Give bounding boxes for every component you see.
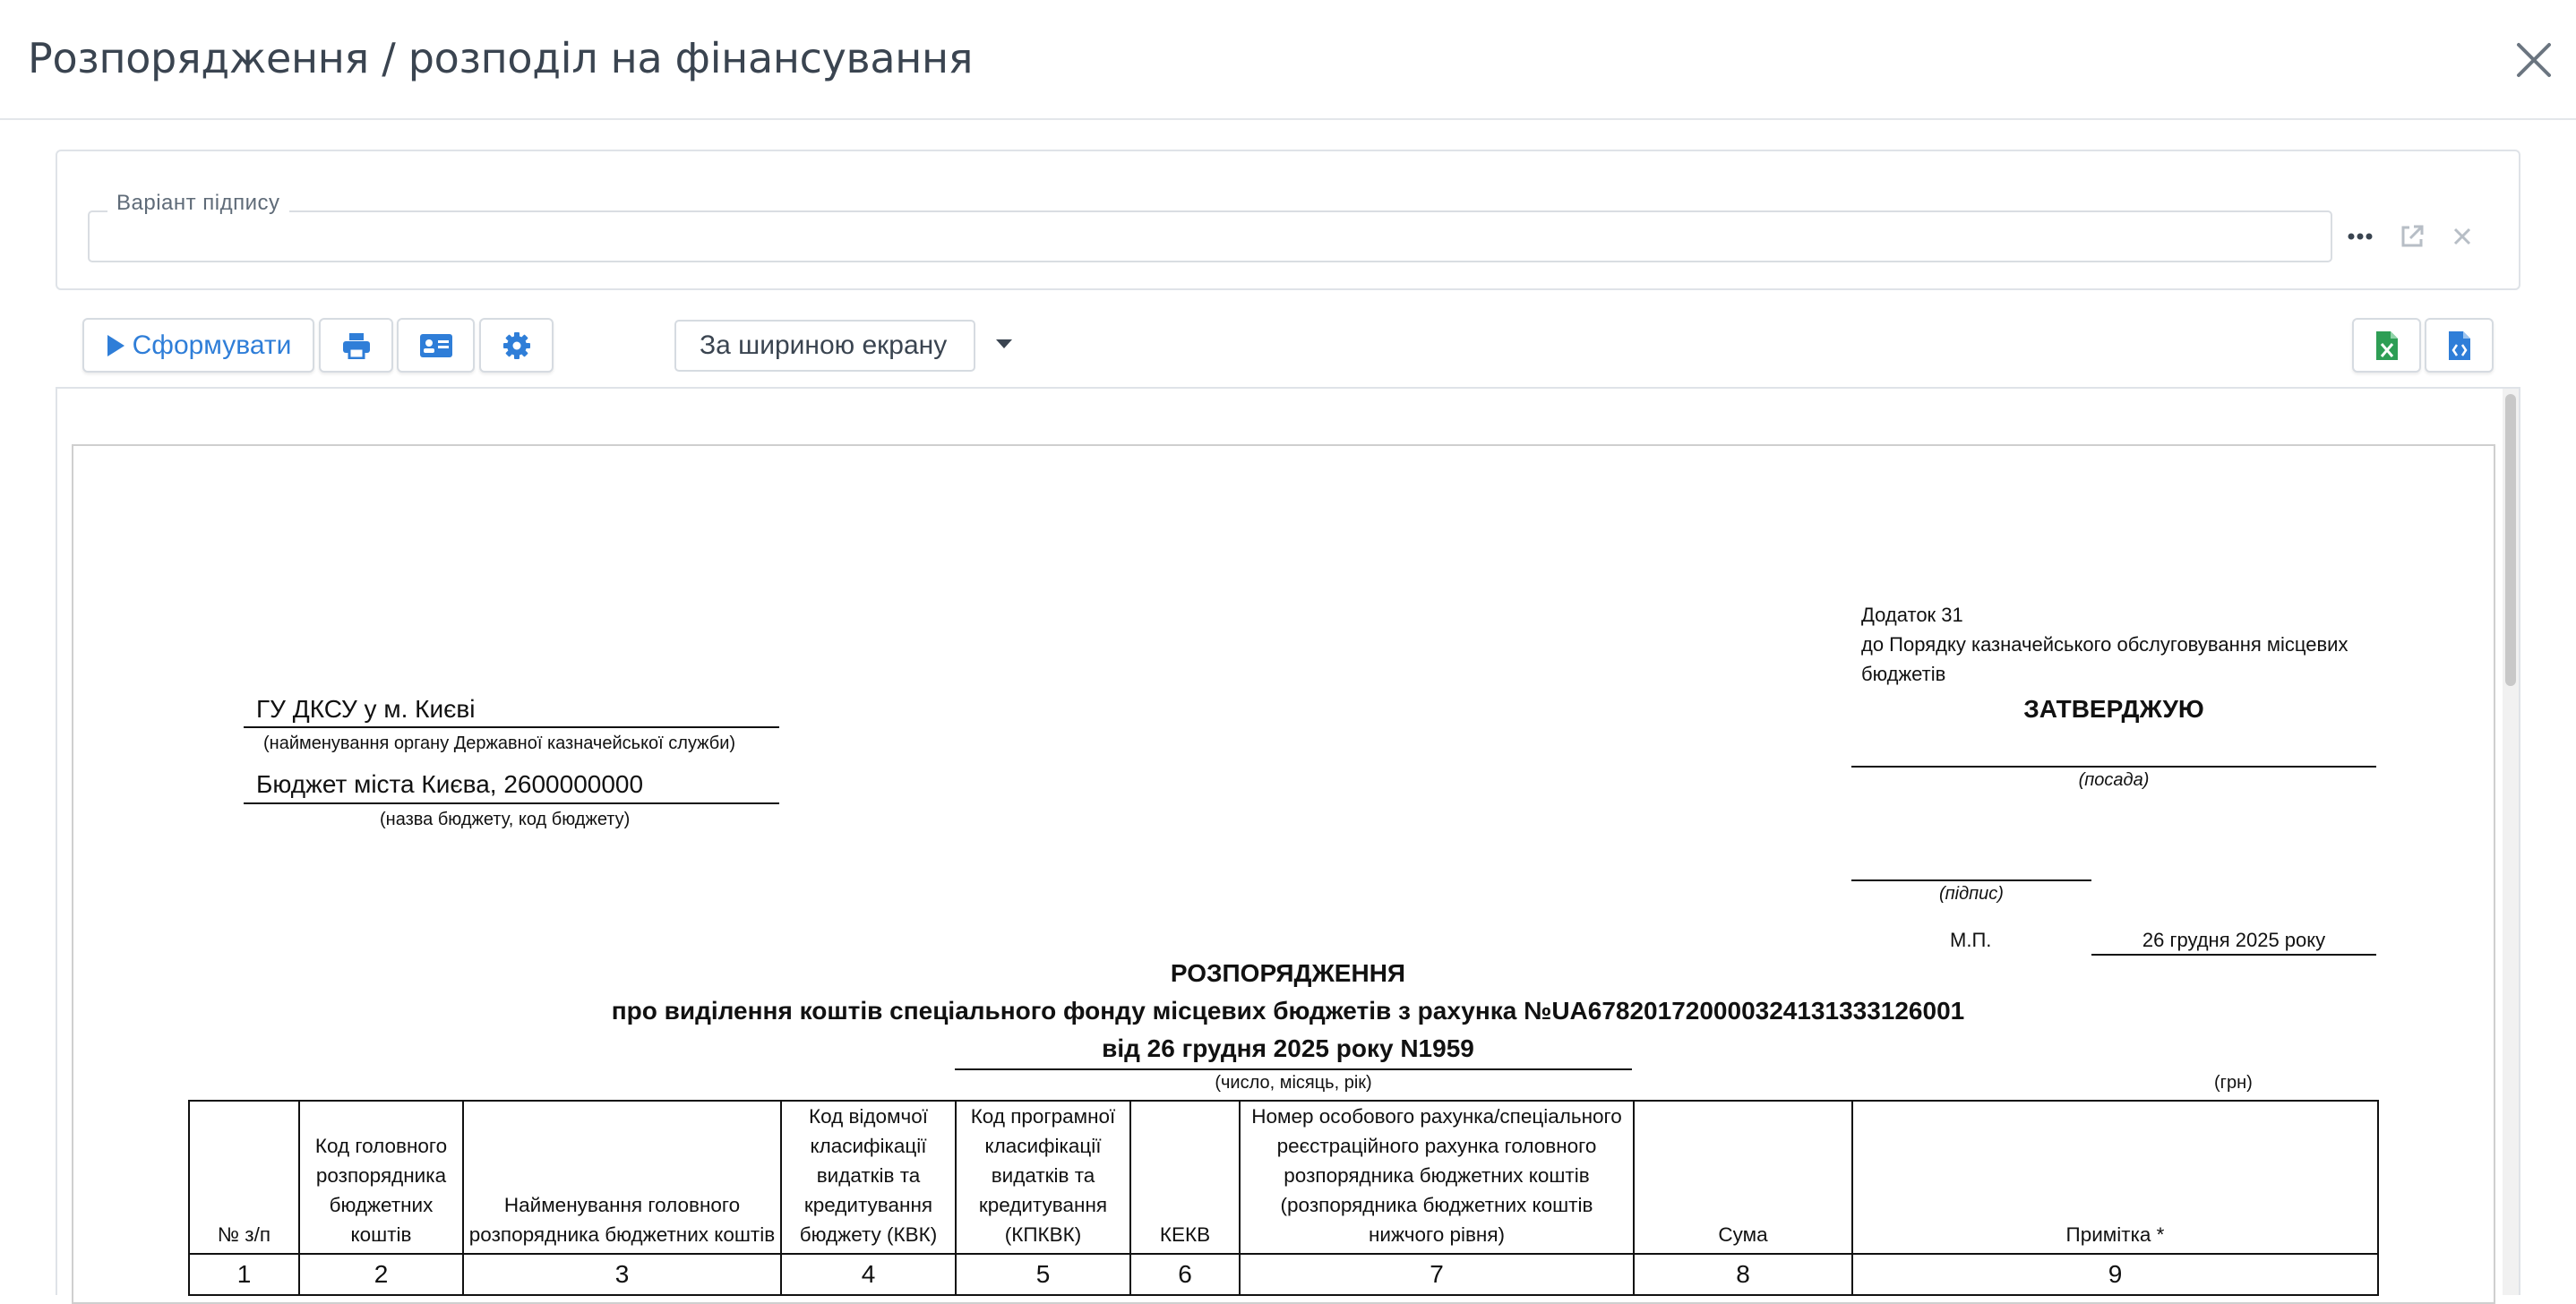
- budget-name: Бюджет міста Києва, 2600000000: [256, 770, 644, 798]
- column-number: 2: [299, 1254, 463, 1295]
- signature-caption: (підпис): [1939, 884, 2004, 904]
- external-link-icon: [2399, 223, 2426, 250]
- close-icon[interactable]: [2513, 39, 2555, 81]
- table-row: [189, 1254, 2378, 1295]
- zoom-select[interactable]: За шириною екрану: [674, 320, 975, 372]
- column-header: Примітка *: [1852, 1101, 2378, 1254]
- document-subtitle: про виділення коштів спеціального фонду місцевих бюджетів з рахунка №UA678201720000324131333126001: [611, 997, 1965, 1025]
- column-header: Код відомчої класифікації видатків та кредитування бюджету (КВК): [781, 1101, 956, 1254]
- signature-variant-label: Варіант підпису: [107, 191, 289, 216]
- generate-button[interactable]: [82, 318, 314, 373]
- divider: [955, 1068, 1632, 1070]
- column-number: 6: [1130, 1254, 1240, 1295]
- column-number: 5: [956, 1254, 1130, 1295]
- signature-panel: [56, 150, 2520, 290]
- table-header-row: [189, 1101, 2378, 1254]
- column-header: Код головного розпорядника бюджетних коштів: [299, 1101, 463, 1254]
- dialog-title: Розпорядження / розподіл на фінансування: [28, 34, 974, 82]
- code-file-icon: [2449, 331, 2470, 360]
- appendix-line-2: до Порядку казначейського обслуговування місцевих: [1861, 633, 2348, 656]
- dialog-header: [0, 0, 2576, 120]
- id-card-button[interactable]: [397, 318, 475, 373]
- appendix-line-1: Додаток 31: [1861, 604, 1963, 626]
- stamp-label: М.П.: [1950, 929, 1992, 951]
- divider: [1851, 879, 2091, 881]
- excel-file-icon: [2376, 331, 2398, 360]
- open-external-button[interactable]: [2386, 209, 2438, 264]
- column-number: 9: [1852, 1254, 2378, 1295]
- print-button[interactable]: [319, 318, 393, 373]
- appendix-line-3: бюджетів: [1861, 663, 1946, 685]
- approve-heading: ЗАТВЕРДЖУЮ: [2023, 695, 2204, 723]
- column-header: Код програмної класифікації видатків та кредитування (КПКВК): [956, 1101, 1130, 1254]
- approve-date: 26 грудня 2025 року: [2142, 929, 2326, 951]
- more-options-button[interactable]: [2334, 209, 2386, 264]
- column-number: 3: [463, 1254, 781, 1295]
- divider: [244, 802, 779, 804]
- report-scrollbar-thumb[interactable]: [2505, 394, 2516, 686]
- column-header: Сума: [1634, 1101, 1852, 1254]
- chevron-down-icon[interactable]: [994, 338, 1014, 350]
- document-title: РОЗПОРЯДЖЕННЯ: [1170, 959, 1406, 987]
- currency-label: (грн): [2214, 1073, 2253, 1093]
- print-icon: [342, 332, 371, 359]
- signature-variant-field[interactable]: [88, 191, 2332, 262]
- clear-signature-button[interactable]: [2436, 209, 2488, 264]
- divider: [1851, 766, 2376, 768]
- settings-button[interactable]: [479, 318, 554, 373]
- gear-icon: [502, 331, 531, 360]
- generate-button-label: Сформувати: [132, 330, 292, 360]
- column-header: Найменування головного розпорядника бюджетних коштів: [463, 1101, 781, 1254]
- clear-icon: [2452, 227, 2472, 246]
- column-number: 1: [189, 1254, 299, 1295]
- column-header: КЕКВ: [1130, 1101, 1240, 1254]
- date-caption: (число, місяць, рік): [1215, 1073, 1372, 1093]
- document-date-number: від 26 грудня 2025 року N1959: [1102, 1034, 1474, 1062]
- divider: [244, 726, 779, 728]
- column-number: 4: [781, 1254, 956, 1295]
- column-number: 7: [1240, 1254, 1634, 1295]
- play-icon: [106, 334, 125, 357]
- id-card-icon: [420, 334, 452, 357]
- position-caption: (посада): [2078, 770, 2150, 790]
- divider: [2091, 954, 2376, 956]
- export-excel-button[interactable]: [2352, 318, 2421, 373]
- column-header: № з/п: [189, 1101, 299, 1254]
- column-number: 8: [1634, 1254, 1852, 1295]
- allocation-table: [188, 1100, 2379, 1296]
- export-xml-button[interactable]: [2425, 318, 2494, 373]
- budget-caption: (назва бюджету, код бюджету): [380, 810, 631, 829]
- treasury-org-name: ГУ ДКСУ у м. Києві: [256, 695, 476, 723]
- treasury-org-caption: (найменування органу Державної казначейської служби): [263, 734, 736, 753]
- more-dots-icon: [2348, 233, 2373, 240]
- column-header: Номер особового рахунка/спеціального реєстраційного рахунка головного розпорядника бюджетних коштів (розпорядника бюджетних коштів нижчого рівня): [1240, 1101, 1634, 1254]
